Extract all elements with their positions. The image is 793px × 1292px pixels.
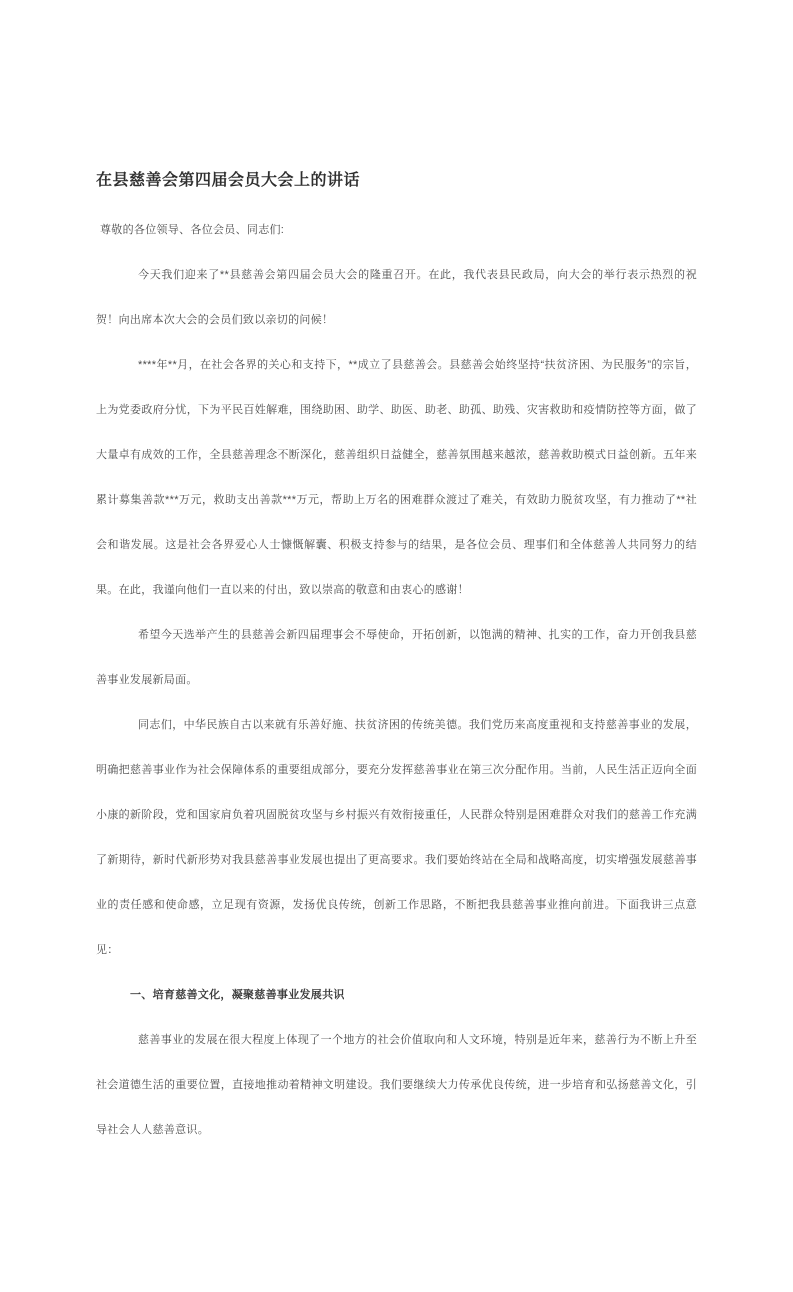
document-page <box>0 170 793 1292</box>
section-heading-1: 一、培育慈善文化，凝聚慈善事业发展共识 <box>130 989 345 1001</box>
paragraph-hope: 希望今天选举产生的县慈善会新四届理事会不辱使命，开拓创新，以饱满的精神、扎实的工作，奋力开创我县慈善事业发展新局面。 <box>96 629 697 686</box>
paragraph-opening: 今天我们迎来了**县慈善会第四届会员大会的隆重召开。在此，我代表县民政局，向大会的举行表示热烈的祝贺！向出席本次大会的会员们致以亲切的问候！ <box>96 269 697 326</box>
document-title: 在县慈善会第四届会员大会上的讲话 <box>96 172 361 189</box>
paragraph-charity-culture: 慈善事业的发展在很大程度上体现了一个地方的社会价值取向和人文环境，特别是近年来，慈善行为不断上升至社会道德生活的重要位置，直接地推动着精神文明建设。我们要继续大力传承优良传统，进一步培育和弘扬慈善文化，引导社会人人慈善意识。 <box>96 1034 697 1136</box>
paragraph-comrades: 同志们，中华民族自古以来就有乐善好施、扶贫济困的传统美德。我们党历来高度重视和支持慈善事业的发展，明确把慈善事业作为社会保障体系的重要组成部分，要充分发挥慈善事业在第三次分配作用。当前，人民生活正迈向全面小康的新阶段，党和国家肩负着巩固脱贫攻坚与乡村振兴有效衔接重任，人民群众特别是困难群众对我们的慈善工作充满了新期待，新时代新形势对我县慈善事业发展也提出了更高要求。我们要始终站在全局和战略高度，切实增强发展慈善事业的责任感和使命感，立足现有资源，发扬优良传统，创新工作思路，不断把我县慈善事业推向前进。下面我讲三点意见： <box>96 719 697 956</box>
paragraph-achievements: ****年**月，在社会各界的关心和支持下，**成立了县慈善会。县慈善会始终坚持“扶贫济困、为民服务”的宗旨，上为党委政府分忧，下为平民百姓解难，围绕助困、助学、助医、助老、助孤、助残、灾害救助和疫情防控等方面，做了大量卓有成效的工作，全县慈善理念不断深化，慈善组织日益健全，慈善氛围越来越浓，慈善救助模式日益创新。五年来累计募集善款***万元，救助支出善款***万元，帮助上万名的困难群众渡过了难关，有效助力脱贫攻坚，有力推动了**社会和谐发展。这是社会各界爱心人士慷慨解囊、积极支持参与的结果，是各位会员、理事们和全体慈善人共同努力的结果。在此，我谨向他们一直以来的付出，致以崇高的敬意和由衷心的感谢！ <box>96 359 697 596</box>
greeting-line: 尊敬的各位领导、各位会员、同志们: <box>100 224 285 236</box>
